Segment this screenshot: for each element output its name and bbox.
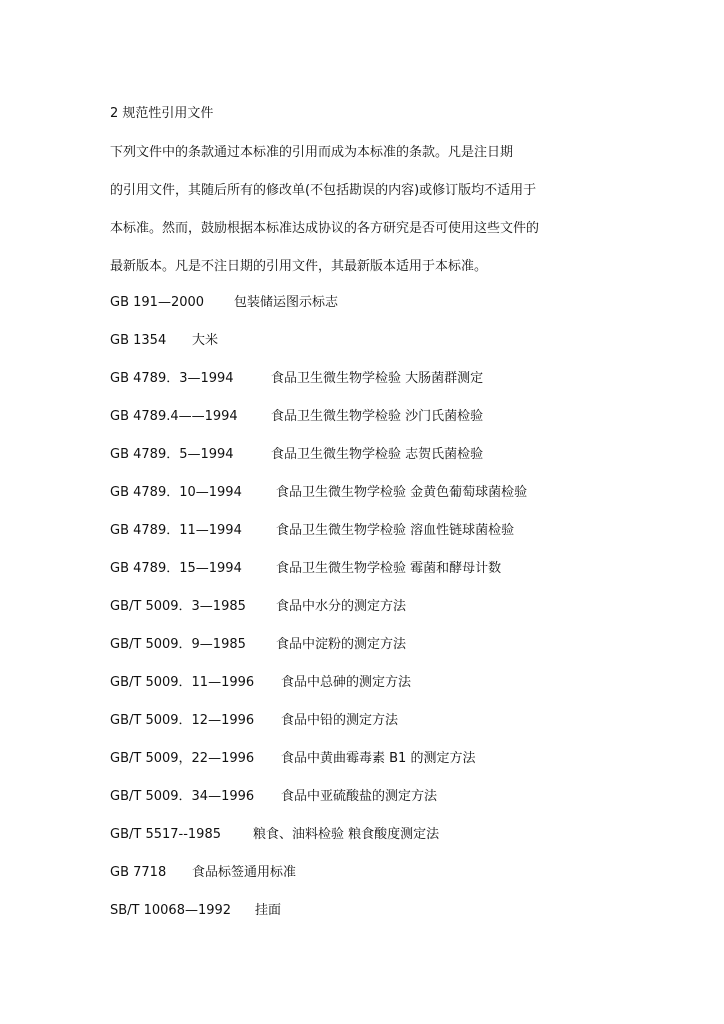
reference-title: 食品卫生微生物学检验 大肠菌群测定: [271, 371, 484, 386]
reference-item: [110, 407, 483, 427]
reference-code: GB 7718: [110, 865, 167, 880]
reference-code: GB/T 5009，22—1996: [110, 751, 255, 766]
reference-title: 挂面: [255, 903, 282, 918]
reference-code: GB 4789．10—1994: [110, 485, 242, 500]
reference-title: 食品中水分的测定方法: [276, 599, 407, 614]
reference-title: 食品中亚硫酸盐的测定方法: [281, 789, 438, 804]
reference-item: [110, 369, 483, 389]
reference-title: 食品卫生微生物学检验 霉菌和酵母计数: [276, 561, 502, 576]
reference-code: GB 191—2000: [110, 295, 205, 310]
reference-title: 粮食、油料检验 粮食酸度测定法: [253, 827, 440, 842]
reference-code: GB 4789．11—1994: [110, 523, 242, 538]
intro-line: 下列文件中的条款通过本标准的引用而成为本标准的条款。凡是注日期: [110, 145, 514, 160]
reference-title: 食品中铅的测定方法: [281, 713, 399, 728]
reference-item: [110, 331, 218, 351]
reference-code: GB 1354: [110, 333, 167, 348]
reference-title: 食品标签通用标准: [192, 865, 297, 880]
reference-code: GB/T 5517--1985: [110, 827, 221, 842]
reference-item: [110, 521, 514, 541]
reference-title: 食品中黄曲霉毒素 B1 的测定方法: [281, 751, 476, 766]
reference-item: [110, 825, 439, 845]
reference-code: GB/T 5009．34—1996: [110, 789, 255, 804]
reference-title: 食品中淀粉的测定方法: [276, 637, 407, 652]
reference-item: [110, 559, 501, 579]
reference-code: GB 4789．3—1994: [110, 371, 234, 386]
reference-item: [110, 597, 406, 617]
reference-item: [110, 293, 338, 313]
reference-item: [110, 787, 437, 807]
reference-item: [110, 483, 527, 503]
reference-title: 食品中总砷的测定方法: [281, 675, 412, 690]
reference-item: [110, 901, 281, 921]
reference-title: 食品卫生微生物学检验 志贺氏菌检验: [271, 447, 484, 462]
reference-code: GB 4789.4——1994: [110, 409, 238, 424]
section-heading: 2 规范性引用文件: [110, 106, 214, 121]
reference-code: GB 4789．15—1994: [110, 561, 242, 576]
intro-line: 最新版本。凡是不注日期的引用文件，其最新版本适用于本标准。: [110, 259, 488, 274]
reference-title: 食品卫生微生物学检验 沙门氏菌检验: [271, 409, 484, 424]
reference-item: [110, 749, 475, 769]
intro-line: 的引用文件，其随后所有的修改单(不包括勘误的内容)或修订版均不适用于: [110, 183, 537, 198]
reference-code: GB/T 5009．3—1985: [110, 599, 246, 614]
reference-code: GB/T 5009．12—1996: [110, 713, 255, 728]
reference-code: GB/T 5009．11—1996: [110, 675, 255, 690]
reference-item: [110, 863, 296, 883]
reference-item: [110, 711, 398, 731]
reference-code: SB/T 10068—1992: [110, 903, 232, 918]
reference-item: [110, 635, 406, 655]
reference-code: GB/T 5009．9—1985: [110, 637, 246, 652]
reference-title: 大米: [192, 333, 219, 348]
reference-title: 食品卫生微生物学检验 溶血性链球菌检验: [276, 523, 515, 538]
reference-item: [110, 445, 483, 465]
intro-line: 本标准。然而，鼓励根据本标准达成协议的各方研究是否可使用这些文件的: [110, 221, 540, 236]
reference-title: 包装储运图示标志: [234, 295, 339, 310]
reference-title: 食品卫生微生物学检验 金黄色葡萄球菌检验: [276, 485, 528, 500]
reference-code: GB 4789．5—1994: [110, 447, 234, 462]
reference-item: [110, 673, 411, 693]
